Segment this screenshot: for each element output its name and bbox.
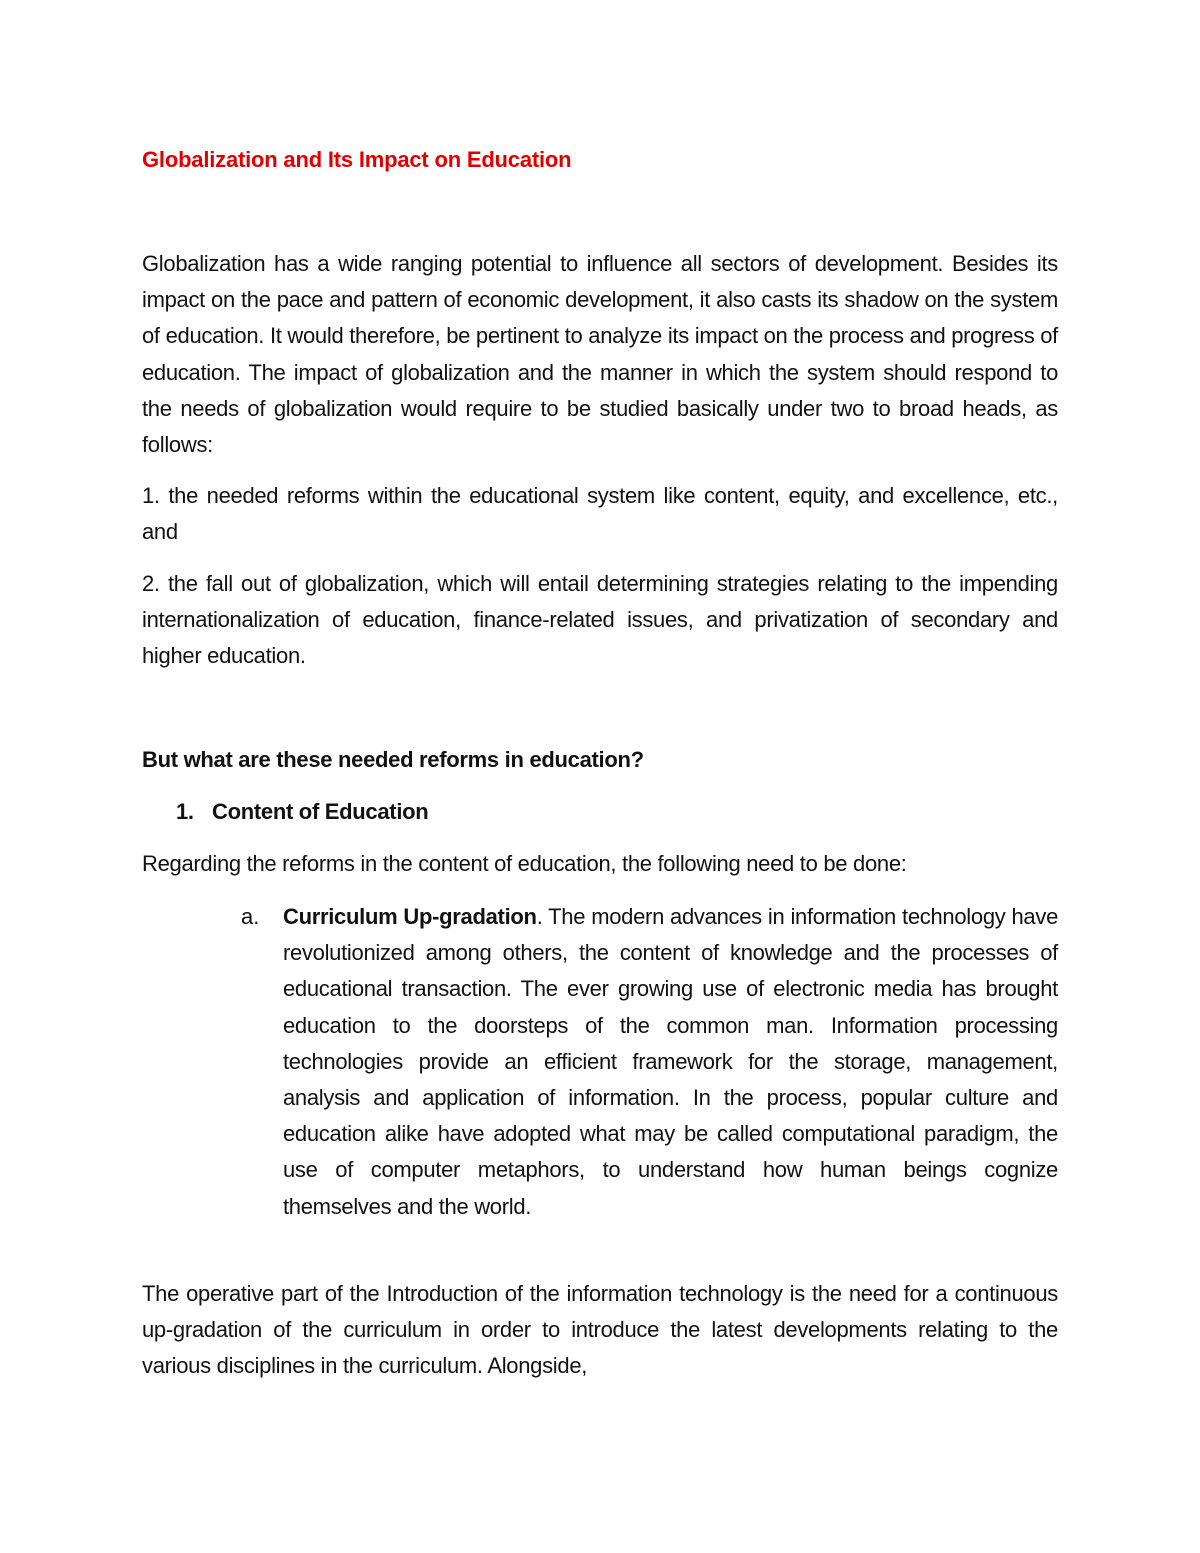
list-item: 2. the fall out of globalization, which will entail determining strategies relating to the impending internationalization of education, finance-related issues, and privatization of secondary and higher education. bbox=[142, 571, 1058, 669]
section-title: Content of Education bbox=[212, 799, 429, 824]
regarding-paragraph: Regarding the reforms in the content of education, the following need to be done: bbox=[142, 851, 907, 876]
intro-paragraph: Globalization has a wide ranging potential to influence all sectors of development. Besides its impact on the pace and pattern of economic development, it also casts its shadow on the system of education. It would therefore, be pertinent to analyze its impact on the process and progress of education. The impact of globalization and the manner in which the system should respond to the needs of globalization would require to be studied basically under two to broad heads, as follows: bbox=[142, 251, 1058, 458]
subitem-text: . The modern advances in information technology have revolutionized among others, the content of knowledge and the processes of educational transaction. The ever growing use of electronic media has brought education to the doorsteps of the common man. Information processing technologies provide an efficient framework for the storage, management, analysis and application of information. In the process, popular culture and education alike have adopted what may be called computational paradigm, the use of computer metaphors, to understand how human beings cognize themselves and the world. bbox=[283, 904, 1059, 1219]
subitem-body bbox=[283, 899, 1058, 1225]
document-title: Globalization and Its Impact on Education bbox=[142, 147, 572, 172]
subitem-marker: a. bbox=[241, 904, 260, 929]
operative-paragraph: The operative part of the Introduction of the information technology is the need for a continuous up-gradation of the curriculum in order to introduce the latest developments relating to the various disciplines in the curriculum. Alongside, bbox=[142, 1281, 1058, 1379]
section-number: 1. bbox=[176, 799, 194, 824]
section-question-heading: But what are these needed reforms in education? bbox=[142, 747, 644, 772]
list-item: 1. the needed reforms within the educational system like content, equity, and excellence, etc., and bbox=[142, 483, 1058, 545]
subitem-bold-term: Curriculum Up-gradation bbox=[283, 904, 537, 929]
section-heading bbox=[176, 796, 428, 828]
document-page bbox=[142, 0, 1058, 1553]
